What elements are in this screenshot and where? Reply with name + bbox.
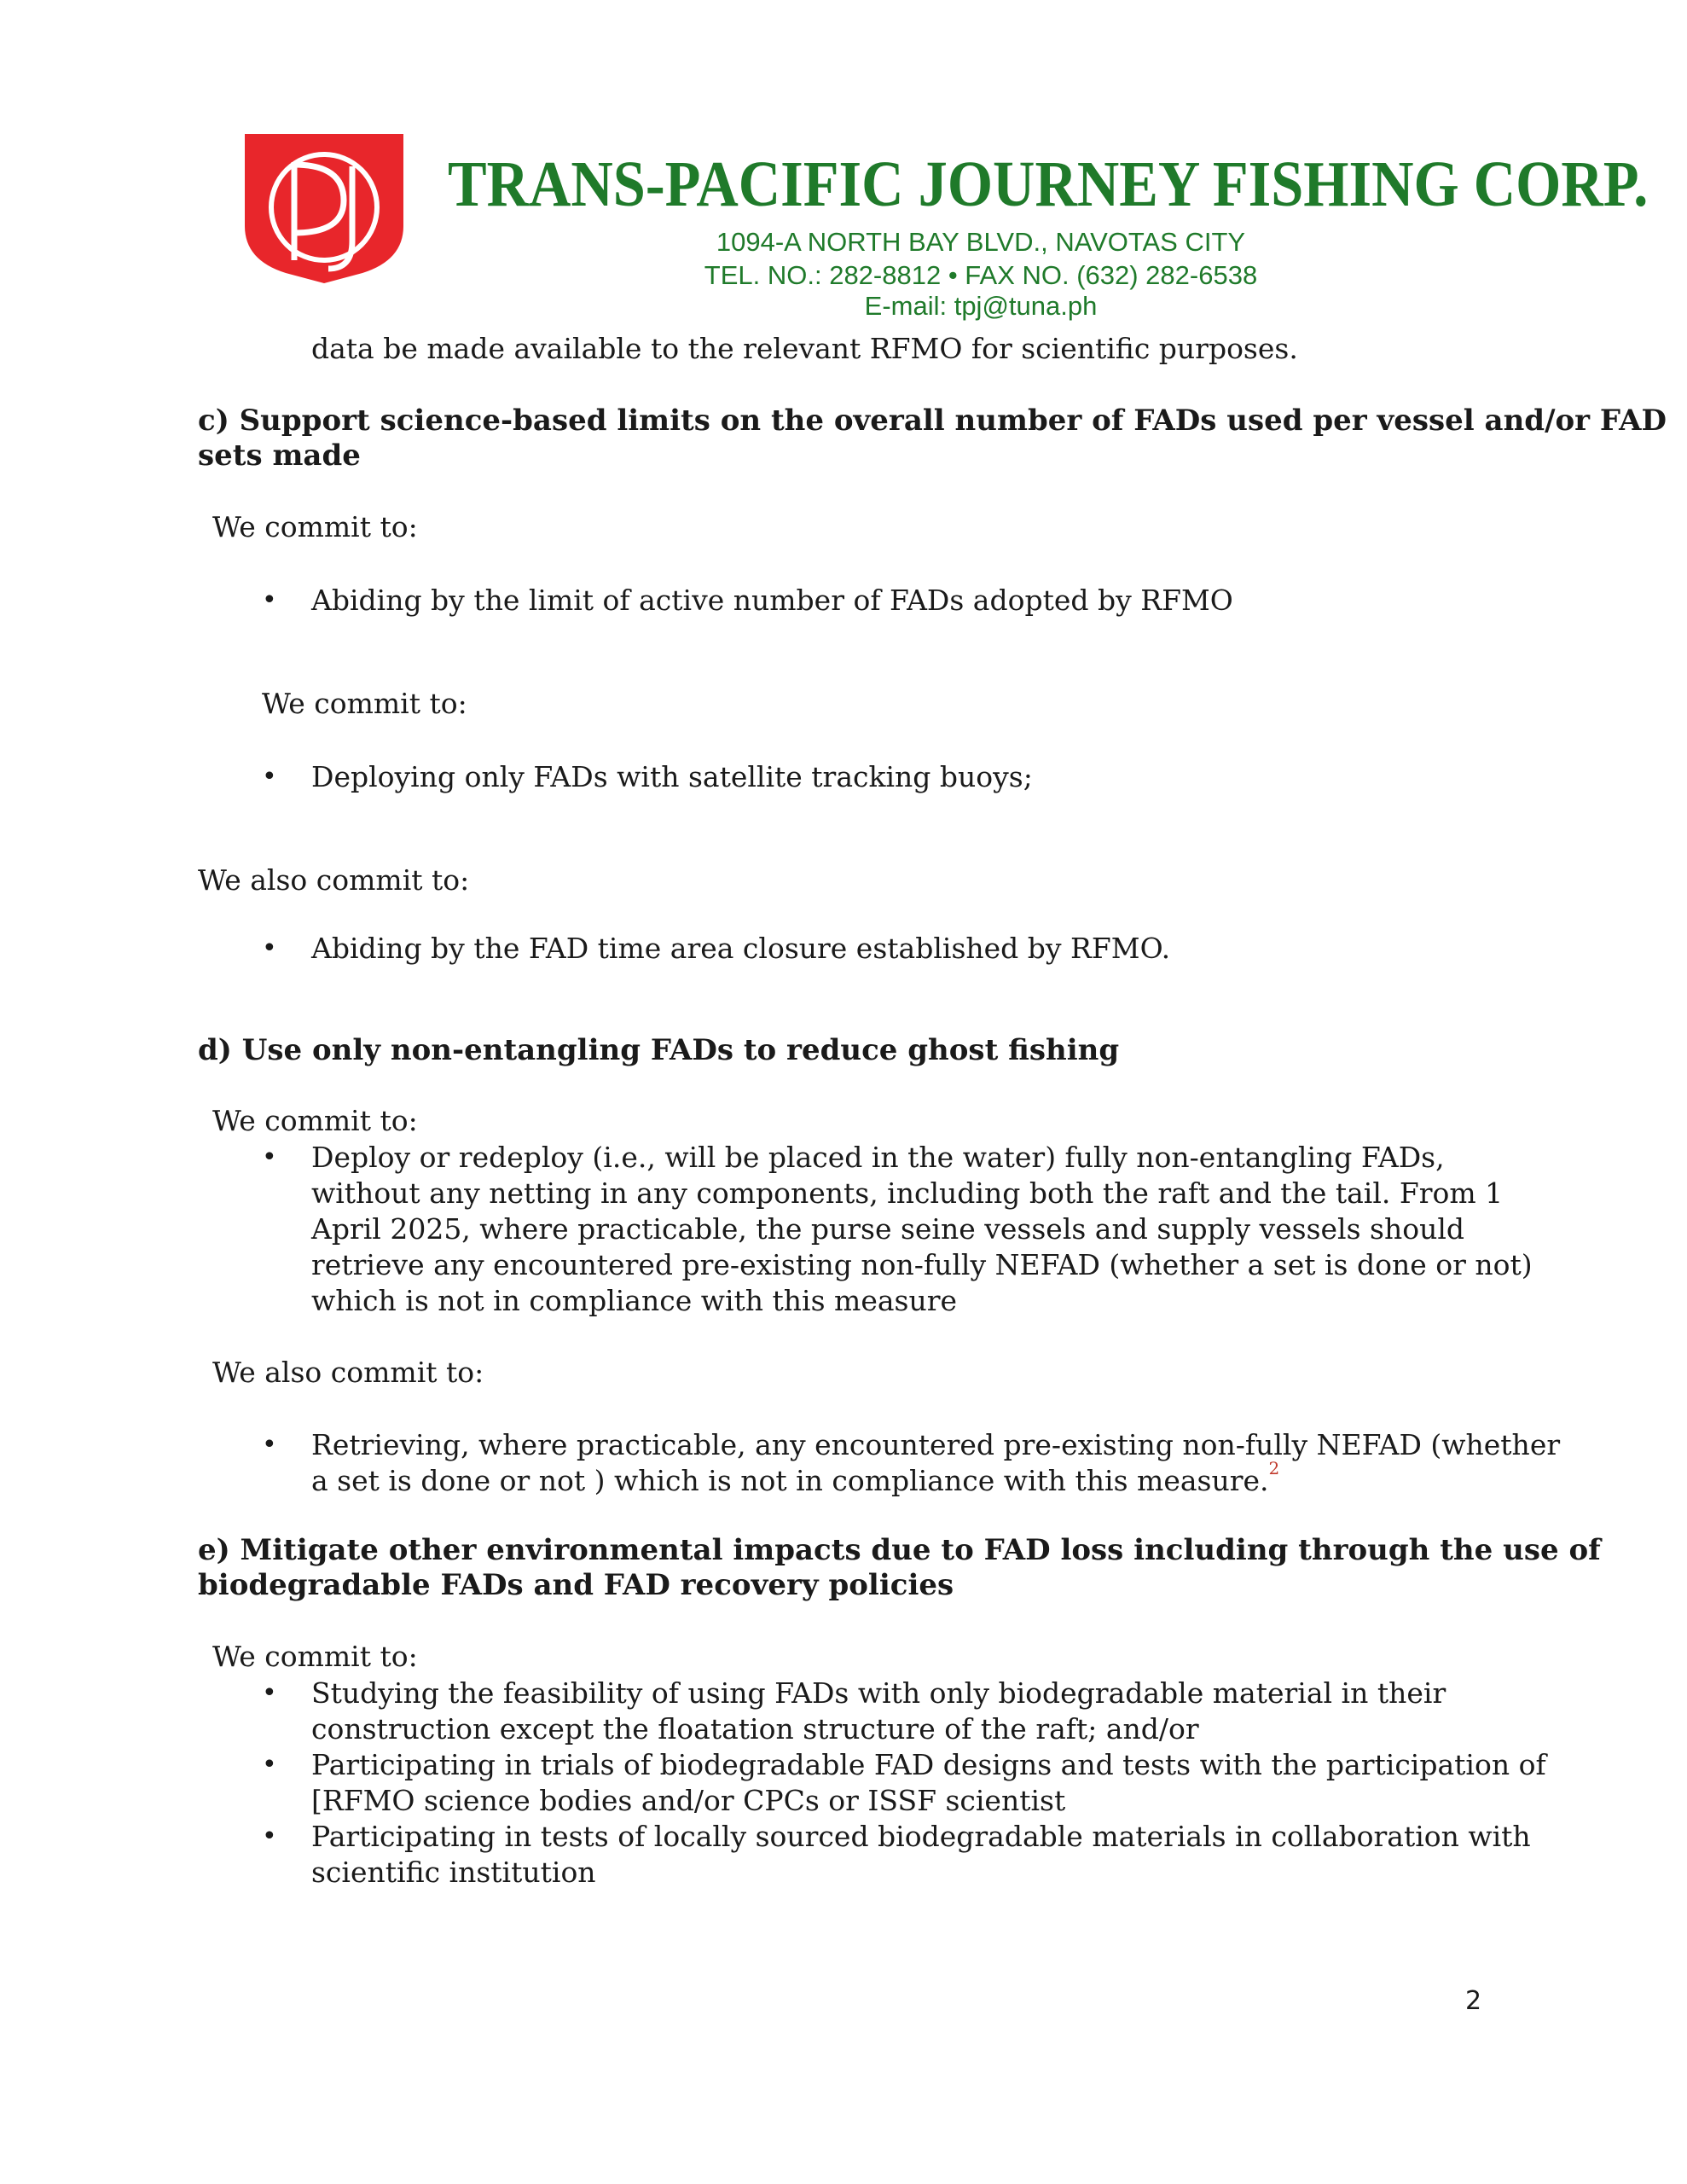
- company-logo: [243, 132, 405, 284]
- section-e-bullet-1-line: Studying the feasibility of using FADs with only biodegradable material in their: [311, 1676, 1446, 1710]
- page-number: 2: [1465, 1986, 1482, 2016]
- section-c-commit-label-2: We commit to:: [262, 687, 467, 720]
- section-d-bullet-1-line: which is not in compliance with this measure: [311, 1284, 958, 1317]
- section-e-bullet-2-line: Participating in trials of biodegradable FAD designs and tests with the participation of: [311, 1748, 1546, 1781]
- section-d-also-commit-label: We also commit to:: [212, 1356, 484, 1389]
- section-d-bullet-1-line: April 2025, where practicable, the purse seine vessels and supply vessels should: [311, 1212, 1465, 1246]
- company-phone-fax: TEL. NO.: 282-8812 • FAX NO. (632) 282-6538: [704, 260, 1258, 290]
- section-e-bullet-3-line: Participating in tests of locally sourced biodegradable materials in collaboration with: [311, 1820, 1531, 1853]
- bullet-marker: •: [262, 585, 277, 615]
- section-c-bullet-2: Deploying only FADs with satellite tracking buoys;: [311, 760, 1033, 793]
- section-c-heading-line2: sets made: [198, 439, 361, 473]
- section-c-also-commit-label: We also commit to:: [198, 863, 470, 897]
- bullet-marker: •: [262, 1750, 277, 1780]
- section-d-heading: d) Use only non-entangling FADs to reduce ghost fishing: [198, 1033, 1120, 1067]
- section-c-heading-line1: c) Support science-based limits on the overall number of FADs used per vessel and/or FAD: [198, 404, 1667, 438]
- section-e-bullet-2-line: [RFMO science bodies and/or CPCs or ISSF scientist: [311, 1784, 1066, 1817]
- section-d-commit-label: We commit to:: [212, 1104, 418, 1137]
- bullet-marker: •: [262, 1821, 277, 1851]
- section-d-bullet-1-line: without any netting in any components, including both the raft and the tail. From 1: [311, 1176, 1504, 1210]
- section-e-heading-line1: e) Mitigate other environmental impacts due to FAD loss including through the use of: [198, 1533, 1601, 1567]
- section-d-bullet-2-line: Retrieving, where practicable, any encountered pre-existing non-fully NEFAD (whether: [311, 1428, 1561, 1461]
- section-c-commit-label: We commit to:: [212, 510, 418, 543]
- company-email: E-mail: tpj@tuna.ph: [864, 291, 1098, 321]
- bullet-marker: •: [262, 1142, 277, 1172]
- carryover-text: data be made available to the relevant RFMO for scientific purposes.: [311, 332, 1298, 365]
- section-e-commit-label: We commit to:: [212, 1640, 418, 1673]
- section-e-bullet-1-line: construction except the floatation structure of the raft; and/or: [311, 1712, 1199, 1745]
- bullet-marker: •: [262, 1430, 277, 1460]
- section-c-bullet-3: Abiding by the FAD time area closure established by RFMO.: [311, 932, 1171, 965]
- company-name: TRANS-PACIFIC JOURNEY FISHING CORP.: [448, 148, 1649, 220]
- section-d-bullet-1-line: retrieve any encountered pre-existing non-fully NEFAD (whether a set is done or not): [311, 1248, 1533, 1281]
- footnote-ref[interactable]: 2: [1268, 1458, 1280, 1478]
- section-d-bullet-2-line-2: [311, 1458, 1280, 1499]
- section-c-bullet-1: Abiding by the limit of active number of FADs adopted by RFMO: [311, 584, 1233, 617]
- section-d-bullet-1-line: Deploy or redeploy (i.e., will be placed in the water) fully non-entangling FADs,: [311, 1141, 1445, 1174]
- letterhead: [0, 0, 1687, 324]
- bullet-marker: •: [262, 762, 277, 792]
- bullet-marker: •: [262, 933, 277, 963]
- section-e-heading-line2: biodegradable FADs and FAD recovery policies: [198, 1568, 954, 1602]
- section-e-bullet-3-line: scientific institution: [311, 1856, 596, 1889]
- section-d-bullet-2-line-text: a set is done or not ) which is not in compliance with this measure.: [311, 1464, 1269, 1497]
- bullet-marker: •: [262, 1678, 277, 1708]
- company-address: 1094-A NORTH BAY BLVD., NAVOTAS CITY: [716, 227, 1246, 257]
